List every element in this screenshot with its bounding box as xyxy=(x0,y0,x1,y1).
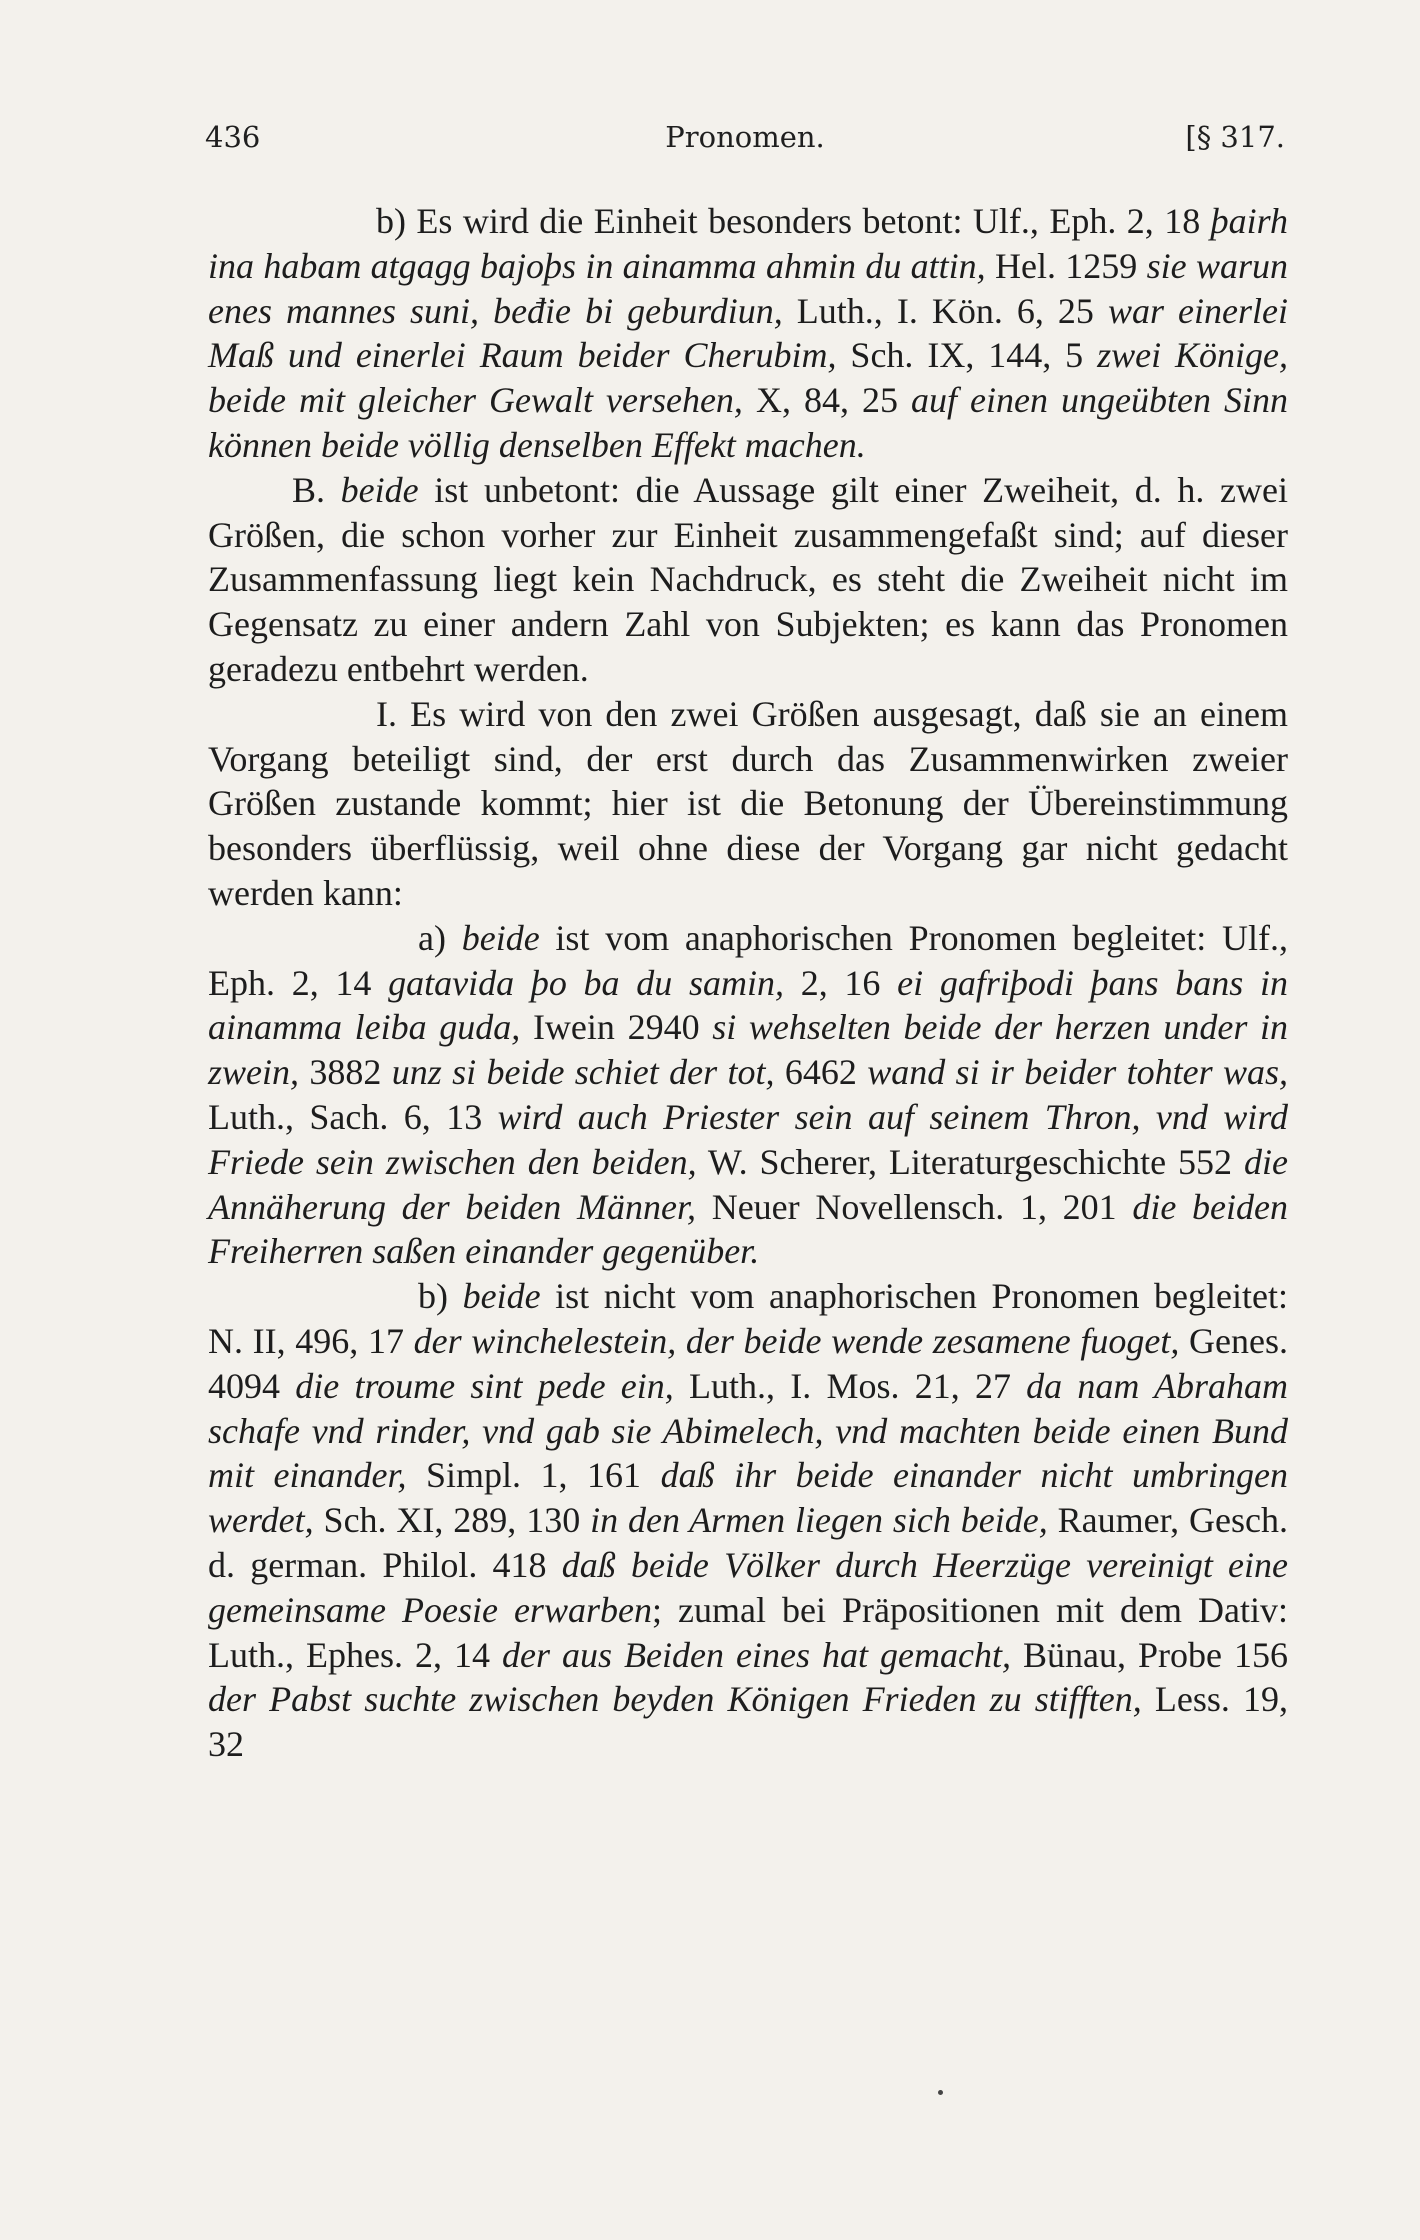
running-header xyxy=(205,120,1285,170)
paragraph-a-mit-pronomen: a) beide ist vom anaphorischen Pronomen begleitet: Ulf., Eph. 2, 14 gatavida þo ba du samin, 2, 16 ei gafriþodi þans bans in ainamma leiba guda, Iwein 2940 si wehselten beide der herzen under in zwein, 3882 unz si beide schiet der tot, 6462 wand si ir beider tohter was, Luth., Sach. 6, 13 wird auch Priester sein auf seinem Thron, vnd wird Friede sein zwischen den beiden, W. Scherer, Literaturgeschichte 552 die Annäherung der beiden Männer, Neuer Novellensch. 1, 201 die beiden Freiherren saßen einander gegenüber. xyxy=(208,917,1289,1272)
paragraph-B-unbetont: B. beide ist unbetont: die Aussage gilt einer Zweiheit, d. h. zwei Größen, die schon vorher zur Einheit zusammengefaßt sind; auf dieser Zusammenfassung liegt kein Nachdruck, es steht die Zweiheit nicht im Gegensatz zu einer andern Zahl von Subjekten; es kann das Pronomen geradezu entbehrt werden. xyxy=(208,469,1289,689)
paragraph-b-ohne-pronomen: b) beide ist nicht vom anaphorischen Pronomen begleitet: N. II, 496, 17 der winchelestein, der beide wende zesamene fuoget, Genes. 4094 die troume sint pede ein, Luth., I. Mos. 21, 27 da nam Abraham schafe vnd rinder, vnd gab sie Abimelech, vnd machten beide einen Bund mit einander, Simpl. 1, 161 daß ihr beide einander nicht umbringen werdet, Sch. XI, 289, 130 in den Armen liegen sich beide, Raumer, Gesch. d. german. Philol. 418 daß beide Völker durch Heerzüge vereinigt eine gemeinsame Poesie erwarben; zumal bei Präpositionen mit dem Dativ: Luth., Ephes. 2, 14 der aus Beiden eines hat gemacht, Bünau, Probe 156 der Pabst suchte zwischen beyden Königen Frieden zu stifften, Less. 19, 32 xyxy=(208,1276,1289,1765)
section-marker: [§ 317. xyxy=(1185,120,1285,154)
paragraph-b-einheit-betont: b) Es wird die Einheit besonders betont: Ulf., Eph. 2, 18 þairh ina habam atgagg bajoþs in ainamma ahmin du attin, Hel. 1259 sie warun enes mannes suni, beđie bi geburdiun, Luth., I. Kön. 6, 25 war einerlei Maß und einerlei Raum beider Cherubim, Sch. IX, 144, 5 zwei Könige, beide mit gleicher Gewalt versehen, X, 84, 25 auf einen ungeübten Sinn können beide völlig denselben Effekt machen. xyxy=(208,201,1289,465)
paragraph-I-zwei-groessen: I. Es wird von den zwei Größen ausgesagt, daß sie an einem Vorgang beteiligt sind, der erst durch das Zusammenwirken zweier Größen zustande kommt; hier ist die Betonung der Übereinstimmung besonders überflüssig, weil ohne diese der Vorgang gar nicht gedacht werden kann: xyxy=(208,693,1288,913)
page-number: 436 xyxy=(205,120,261,154)
body-text xyxy=(208,199,1288,1767)
header-title: Pronomen. xyxy=(665,120,825,154)
paper-speck xyxy=(938,2090,943,2095)
